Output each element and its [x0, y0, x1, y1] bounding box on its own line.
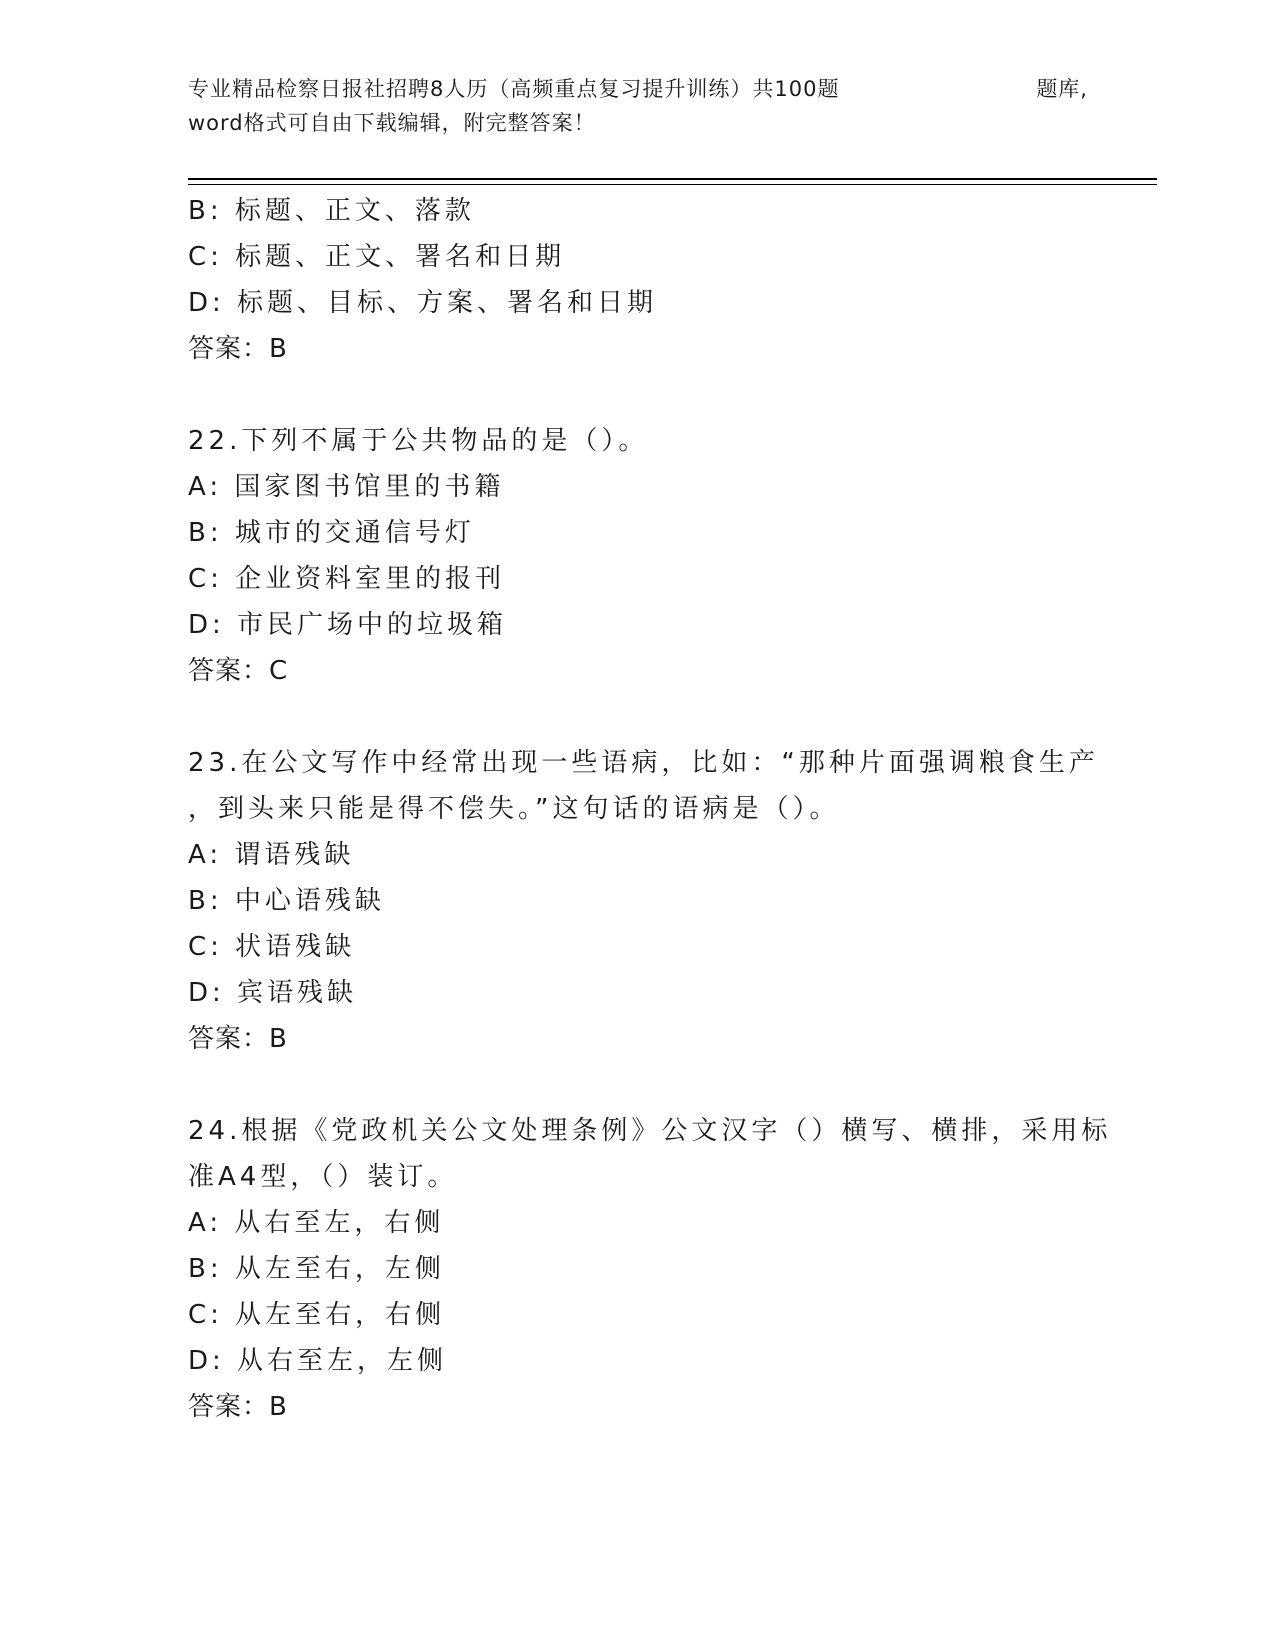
question-stem-line2: 准A4型，（）装订。	[188, 1162, 458, 1192]
answer: 答案：B	[188, 1392, 288, 1422]
header-title: 专业精品检察日报社招聘8人历（高频重点复习提升训练）共100题	[188, 77, 840, 101]
header-rule-thin	[188, 184, 1157, 185]
header-title-suffix: 题库,	[1036, 77, 1088, 101]
option-a: A: 谓语残缺	[188, 840, 355, 870]
option-b: B: 中心语残缺	[188, 886, 385, 916]
question-21	[188, 188, 1088, 372]
page-header	[188, 72, 1088, 140]
header-rule-thick	[188, 178, 1157, 180]
spacer	[188, 1062, 1088, 1108]
question-stem-line2: ，到头来只能是得不偿失。”这句话的语病是（）。	[188, 794, 840, 824]
option-c: C: 从左至右，右侧	[188, 1300, 446, 1330]
answer: 答案：B	[188, 334, 288, 364]
question-stem-line1: 23.在公文写作中经常出现一些语病，比如：“那种片面强调粮食生产	[188, 748, 1099, 778]
question-22	[188, 418, 1088, 694]
question-stem-line1: 24.根据《党政机关公文处理条例》公文汉字（）横写、横排，采用标	[188, 1116, 1112, 1146]
header-title-line	[188, 72, 1088, 106]
option-a: A: 从右至左，右侧	[188, 1208, 445, 1238]
option-c: C: 标题、正文、署名和日期	[188, 242, 566, 272]
answer: 答案：C	[188, 656, 289, 686]
option-b: B: 城市的交通信号灯	[188, 518, 475, 548]
option-d: D: 标题、目标、方案、署名和日期	[188, 288, 658, 318]
option-b: B: 从左至右，左侧	[188, 1254, 445, 1284]
spacer	[188, 694, 1088, 740]
question-list	[188, 188, 1112, 1430]
option-d: D: 宾语残缺	[188, 978, 358, 1008]
question-stem: 22.下列不属于公共物品的是（）。	[188, 426, 649, 456]
header-subtitle: word格式可自由下载编辑，附完整答案！	[188, 111, 596, 135]
option-a: A: 国家图书馆里的书籍	[188, 472, 505, 502]
question-24	[188, 1108, 1112, 1430]
option-c: C: 状语残缺	[188, 932, 356, 962]
option-d: D: 从右至左，左侧	[188, 1346, 448, 1376]
answer: 答案：B	[188, 1024, 288, 1054]
option-d: D: 市民广场中的垃圾箱	[188, 610, 508, 640]
spacer	[188, 372, 1088, 418]
option-c: C: 企业资料室里的报刊	[188, 564, 506, 594]
option-b: B: 标题、正文、落款	[188, 196, 475, 226]
question-23	[188, 740, 1099, 1062]
